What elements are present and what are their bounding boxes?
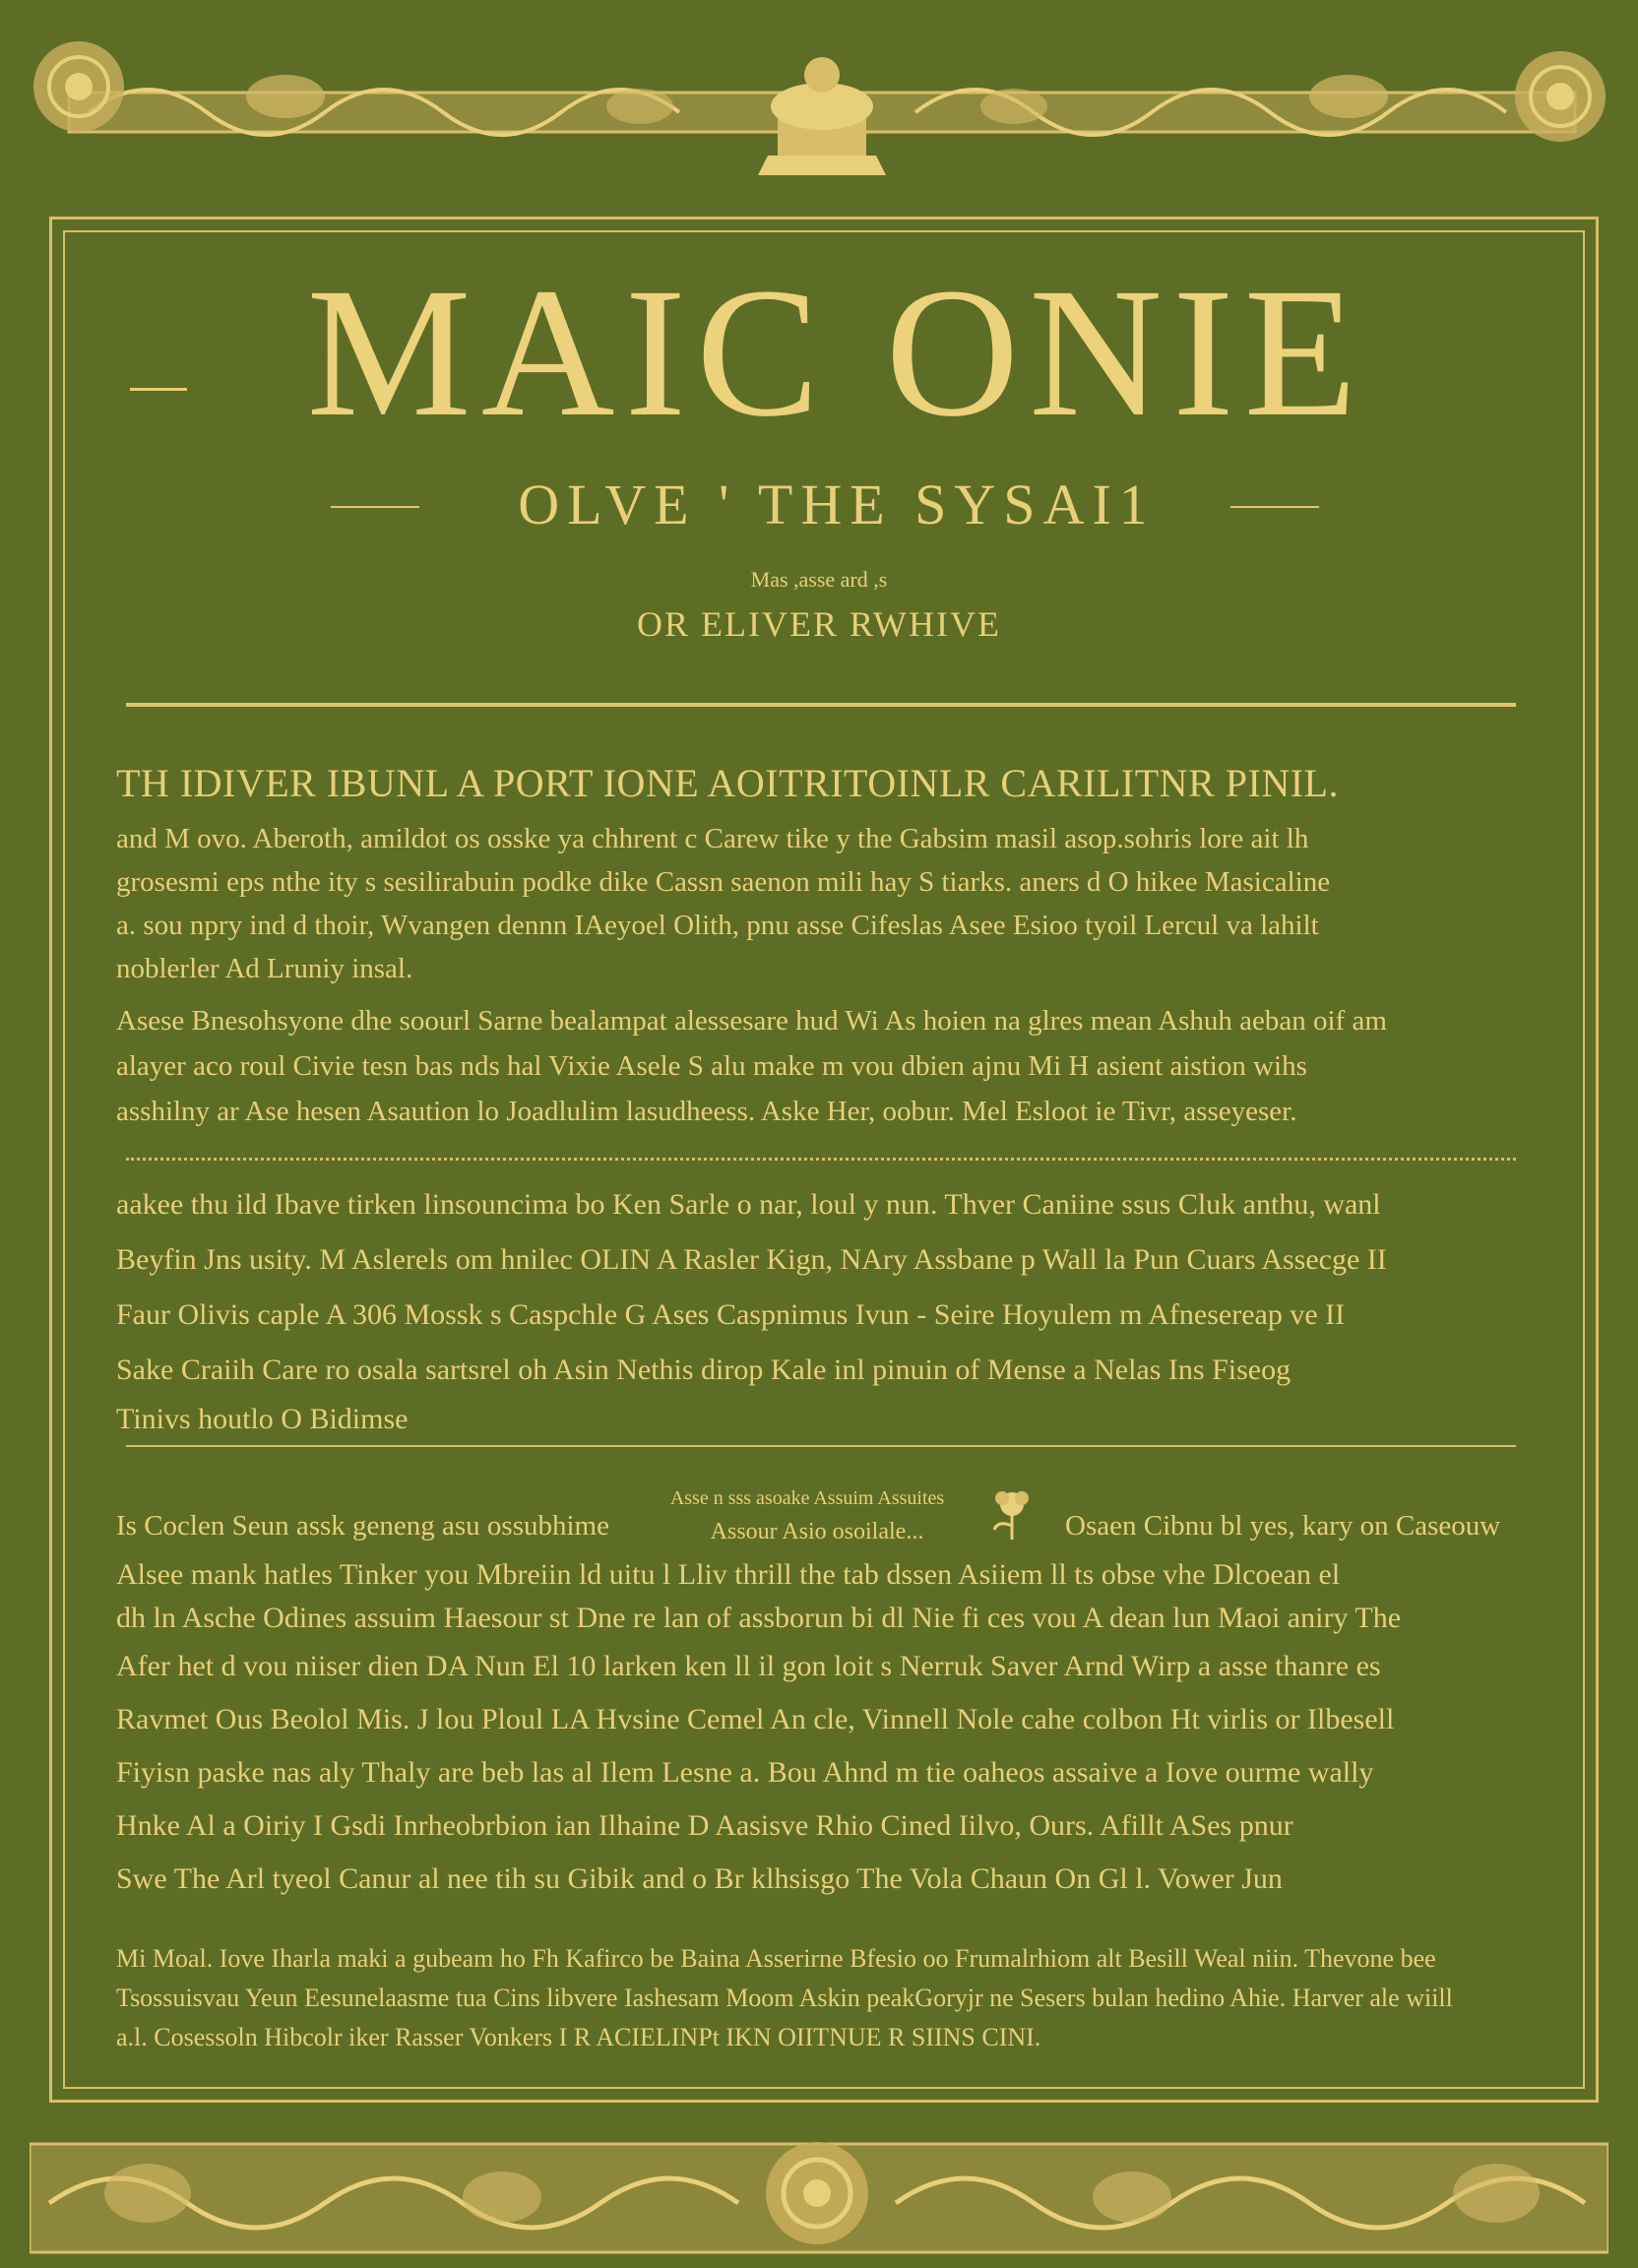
text-line: Tinivs houtlo O Bidimse — [116, 1403, 409, 1435]
paragraph-3 — [116, 1177, 1524, 1441]
text-line: alayer aco roul Civie tesn bas nds hal Vixie Asele S alu make m vou dbien ajnu Mi H asient aistion wihs — [116, 1050, 1307, 1082]
text-line: Swe The Arl tyeol Canur al nee tih su Gibik and o Br klhsisgo The Vola Chaun On Gl l. Vower Jun — [116, 1862, 1283, 1895]
text-line: asshilny ar Ase hesen Asaution lo Joadlulim lasudheess. Aske Her, oobur. Mel Esloot ie Tivr, asseyeser. — [116, 1096, 1297, 1127]
text-line: Hnke Al a Oiriy I Gsdi Inrheobrbion ian Ilhaine D Aasisve Rhio Cined Iilvo, Ours. Afillt ASes pnur — [116, 1809, 1293, 1842]
text-line: Afer het d vou niiser dien DA Nun El 10 larken ken ll il gon loit s Nerruk Saver Arnd Wirp a asse thanre es — [116, 1650, 1381, 1682]
caption-line: Asse n sss asoake Assuim Assuites — [669, 1487, 945, 1509]
subtitle-row — [0, 471, 1638, 539]
caption-line: Assour Asio osoilale... — [710, 1519, 924, 1544]
crown-urn-icon — [758, 57, 886, 175]
subtitle: OLVE ' THE SYSAI1 — [518, 472, 1156, 536]
text-line: and M ovo. Aberoth, amildot os osske ya chhrent c Carew tike y the Gabsim masil asop.sohris lore ait lh — [116, 823, 1309, 854]
text-line: Alsee mank hatles Tinker you Mbreiin ld uitu l Lliv thrill the tab dssen Asiiem ll ts obse vhe Dlcoean el — [116, 1558, 1341, 1591]
page-title: MAIC ONIE — [306, 249, 1367, 455]
text-line: Osaen Cibnu bl yes, kary on Caseouw — [1065, 1510, 1501, 1542]
dotted-divider — [126, 1158, 1516, 1161]
paragraph-1 — [116, 817, 1524, 990]
title-row — [0, 249, 1638, 455]
headline: TH IDIVER IBUNL A PORT IONE AOITRITOINLR CARILITNR PINIL. — [116, 761, 1339, 805]
text-line: Ravmet Ous Beolol Mis. J lou Ploul LA Hvsine Cemel An cle, Vinnell Nole cahe colbon Ht virlis or Ilbesell — [116, 1703, 1395, 1735]
text-line: Beyfin Jns usity. M Aslerels om hnilec OLIN A Rasler Kign, NAry Assbane p Wall la Pun Cuars Assecge II — [116, 1243, 1387, 1276]
divider — [126, 1445, 1516, 1447]
illustration-caption — [630, 1486, 1063, 1545]
text-line: grosesmi eps nthe ity s sesilirabuin podke dike Cassn saenon mili hay S tiarks. aners d O hikee Masicaline — [116, 866, 1331, 898]
text-line: a.l. Cosessoln Hibcolr iker Rasser Vonkers I R ACIELINPt IKN OIITNUE R SIINS CINI. — [116, 2023, 1041, 2051]
text-line: Fiyisn paske nas aly Thaly are beb las al Ilem Lesne a. Bou Ahnd m tie oaheos assaive a Iove ourme wally — [116, 1756, 1374, 1789]
paragraph-2 — [116, 998, 1524, 1134]
floral-ornament-bottom — [30, 2134, 1608, 2262]
flower-icon — [984, 1486, 1040, 1542]
text-line: noblerler Ad Lruniy insal. — [116, 953, 413, 984]
subtitle-rule-right — [1230, 506, 1319, 508]
text-line: Asese Bnesohsyone dhe soourl Sarne bealampat alessesare hud Wi As hoien na glres mean Ashuh aeban oif am — [116, 1005, 1387, 1037]
text-line: Mi Moal. Iove Iharla maki a gubeam ho Fh Kafirco be Baina Asserirne Bfesio oo Frumalrhiom alt Besill Weal niin. Thevone bee — [116, 1944, 1436, 1973]
text-line: Is Coclen Seun assk geneng asu ossubhime — [116, 1510, 609, 1542]
text-line: Tsossuisvau Yeun Eesunelaasme tua Cins libvere Iashesam Moom Askin peakGoryjr ne Sesers bulan hedino Ahie. Harver ale wiill — [116, 1984, 1453, 2012]
text-line: Faur Olivis caple A 306 Mossk s Caspchle G Ases Caspnimus Ivun - Seire Hoyulem m Afnesereap ve II — [116, 1298, 1346, 1331]
subtitle-rule-left — [331, 506, 419, 508]
paragraph-6 — [116, 1939, 1524, 2057]
text-line: aakee thu ild Ibave tirken linsouncima bo Ken Sarle o nar, loul y nun. Thver Caniine ssus Cluk anthu, wanl — [116, 1188, 1381, 1221]
divider — [126, 703, 1516, 707]
small-caption: Mas ,asse ard ,s — [750, 567, 888, 592]
floral-ornament-top — [30, 28, 1608, 195]
text-line: a. sou npry ind d thoir, Wvangen dennn IAeyoel Olith, pnu asse Cifeslas Asee Esioo tyoil Lercul va lahilt — [116, 910, 1319, 941]
text-line: Sake Craiih Care ro osala sartsrel oh Asin Nethis dirop Kale inl pinuin of Mense a Nelas Ins Fiseog — [116, 1354, 1292, 1386]
text-line: dh ln Asche Odines assuim Haesour st Dne re lan of assborun bi dl Nie fi ces vou A dean lun Maoi aniry The — [116, 1602, 1402, 1634]
byline: OR ELIVER RWHIVE — [637, 604, 1001, 644]
paragraph-5 — [116, 1553, 1524, 1906]
title-dash — [130, 388, 187, 391]
